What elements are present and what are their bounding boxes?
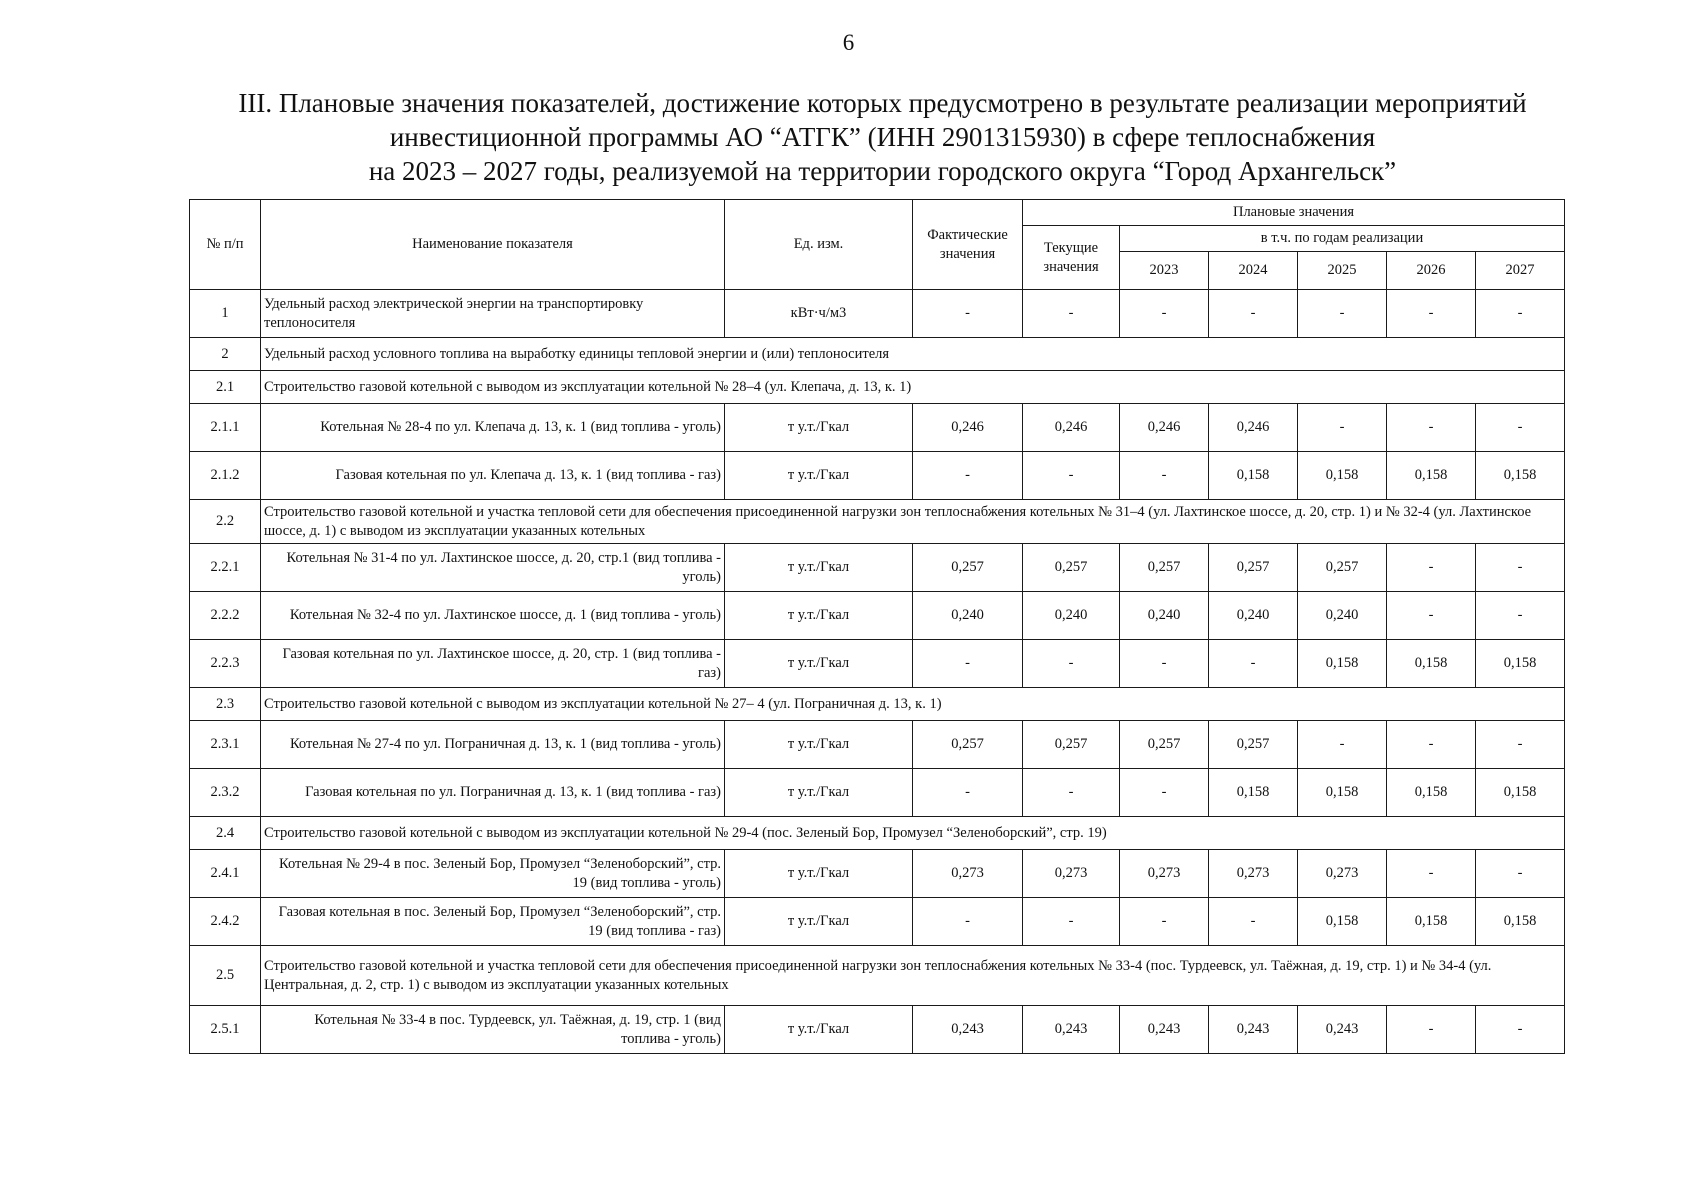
header-year-2024: 2024 <box>1209 252 1298 290</box>
section-description: Строительство газовой котельной и участка тепловой сети для обеспечения присоединенной нагрузки зон теплоснабжения котельных № 33-4 (пос. Турдеевск, ул. Таёжная, д. 19, стр. 1) и № 34-4 (ул. Центральная, д. 2, стр. 1) с выводом из эксплуатации указанных котельных <box>261 946 1565 1006</box>
header-num: № п/п <box>190 200 261 290</box>
row-current: 0,273 <box>1023 850 1120 898</box>
row-2023: 0,240 <box>1120 592 1209 640</box>
row-current: 0,246 <box>1023 404 1120 452</box>
section-description: Строительство газовой котельной с выводом из эксплуатации котельной № 27– 4 (ул. Пограничная д. 13, к. 1) <box>261 688 1565 721</box>
row-num: 2.5 <box>190 946 261 1006</box>
row-current: - <box>1023 640 1120 688</box>
page-title <box>150 86 1615 188</box>
row-2023: - <box>1120 640 1209 688</box>
table-row <box>190 290 1565 338</box>
row-2025: 0,158 <box>1298 898 1387 946</box>
row-2024: 0,246 <box>1209 404 1298 452</box>
row-unit: т у.т./Гкал <box>725 640 913 688</box>
header-current: Текущие значения <box>1023 226 1120 290</box>
row-2027: - <box>1476 850 1565 898</box>
row-2026: - <box>1387 721 1476 769</box>
row-2027: - <box>1476 404 1565 452</box>
row-2025: - <box>1298 290 1387 338</box>
row-actual: - <box>913 769 1023 817</box>
row-2026: 0,158 <box>1387 769 1476 817</box>
row-2025: 0,240 <box>1298 592 1387 640</box>
row-2027: - <box>1476 544 1565 592</box>
row-2025: 0,273 <box>1298 850 1387 898</box>
row-2027: 0,158 <box>1476 640 1565 688</box>
row-current: 0,257 <box>1023 544 1120 592</box>
table-row <box>190 769 1565 817</box>
row-name: Газовая котельная по ул. Лахтинское шоссе, д. 20, стр. 1 (вид топлива - газ) <box>261 640 725 688</box>
row-num: 2.1.1 <box>190 404 261 452</box>
row-actual: - <box>913 898 1023 946</box>
row-name: Газовая котельная по ул. Пограничная д. 13, к. 1 (вид топлива - газ) <box>261 769 725 817</box>
row-num: 2.1 <box>190 371 261 404</box>
row-2024: - <box>1209 898 1298 946</box>
table-row <box>190 721 1565 769</box>
row-2024: 0,273 <box>1209 850 1298 898</box>
title-line-2: инвестиционной программы АО “АТГК” (ИНН 2901315930) в сфере теплоснабжения <box>389 122 1376 152</box>
row-2026: - <box>1387 592 1476 640</box>
row-2027: 0,158 <box>1476 898 1565 946</box>
row-name: Котельная № 27-4 по ул. Пограничная д. 13, к. 1 (вид топлива - уголь) <box>261 721 725 769</box>
row-name: Котельная № 32-4 по ул. Лахтинское шоссе, д. 1 (вид топлива - уголь) <box>261 592 725 640</box>
row-name: Газовая котельная по ул. Клепача д. 13, к. 1 (вид топлива - газ) <box>261 452 725 500</box>
row-actual: 0,240 <box>913 592 1023 640</box>
row-unit: т у.т./Гкал <box>725 1006 913 1054</box>
row-current: - <box>1023 290 1120 338</box>
row-current: - <box>1023 452 1120 500</box>
page-number: 6 <box>842 30 855 55</box>
row-2023: - <box>1120 452 1209 500</box>
table-row <box>190 1006 1565 1054</box>
row-num: 2 <box>190 338 261 371</box>
indicators-table <box>189 199 1565 1054</box>
row-2023: 0,246 <box>1120 404 1209 452</box>
row-num: 2.2.2 <box>190 592 261 640</box>
row-2027: 0,158 <box>1476 769 1565 817</box>
row-num: 2.2 <box>190 500 261 544</box>
row-2024: 0,257 <box>1209 544 1298 592</box>
row-unit: кВт·ч/м3 <box>725 290 913 338</box>
row-2026: - <box>1387 404 1476 452</box>
row-unit: т у.т./Гкал <box>725 404 913 452</box>
row-num: 2.4.1 <box>190 850 261 898</box>
row-unit: т у.т./Гкал <box>725 850 913 898</box>
row-actual: - <box>913 452 1023 500</box>
row-name: Котельная № 28-4 по ул. Клепача д. 13, к. 1 (вид топлива - уголь) <box>261 404 725 452</box>
row-current: 0,257 <box>1023 721 1120 769</box>
row-actual: 0,257 <box>913 721 1023 769</box>
row-2025: 0,158 <box>1298 452 1387 500</box>
table-row <box>190 544 1565 592</box>
row-name: Котельная № 33-4 в пос. Турдеевск, ул. Таёжная, д. 19, стр. 1 (вид топлива - уголь) <box>261 1006 725 1054</box>
row-2026: 0,158 <box>1387 898 1476 946</box>
row-2026: - <box>1387 544 1476 592</box>
section-row <box>190 338 1565 371</box>
row-unit: т у.т./Гкал <box>725 721 913 769</box>
section-row <box>190 371 1565 404</box>
row-2026: 0,158 <box>1387 640 1476 688</box>
section-row <box>190 688 1565 721</box>
section-description: Строительство газовой котельной с выводом из эксплуатации котельной № 29-4 (пос. Зеленый Бор, Промузел “Зеленоборский”, стр. 19) <box>261 817 1565 850</box>
row-2027: - <box>1476 592 1565 640</box>
row-2027: 0,158 <box>1476 452 1565 500</box>
section-row <box>190 946 1565 1006</box>
row-current: - <box>1023 898 1120 946</box>
row-2023: 0,243 <box>1120 1006 1209 1054</box>
row-2024: - <box>1209 640 1298 688</box>
header-actual: Фактические значения <box>913 200 1023 290</box>
row-num: 2.3.1 <box>190 721 261 769</box>
table-row <box>190 898 1565 946</box>
row-2025: 0,158 <box>1298 640 1387 688</box>
header-name: Наименование показателя <box>261 200 725 290</box>
row-2023: - <box>1120 290 1209 338</box>
row-current: 0,240 <box>1023 592 1120 640</box>
row-actual: 0,257 <box>913 544 1023 592</box>
section-description: Удельный расход условного топлива на выработку единицы тепловой энергии и (или) теплоносителя <box>261 338 1565 371</box>
row-2025: 0,158 <box>1298 769 1387 817</box>
row-current: 0,243 <box>1023 1006 1120 1054</box>
row-unit: т у.т./Гкал <box>725 452 913 500</box>
row-num: 2.3 <box>190 688 261 721</box>
row-unit: т у.т./Гкал <box>725 898 913 946</box>
row-num: 2.4 <box>190 817 261 850</box>
row-2023: 0,257 <box>1120 721 1209 769</box>
row-2024: 0,158 <box>1209 769 1298 817</box>
row-num: 2.1.2 <box>190 452 261 500</box>
row-2023: - <box>1120 898 1209 946</box>
header-by-years: в т.ч. по годам реализации <box>1120 226 1565 252</box>
row-num: 2.4.2 <box>190 898 261 946</box>
header-planned: Плановые значения <box>1023 200 1565 226</box>
row-2026: - <box>1387 850 1476 898</box>
row-2024: 0,257 <box>1209 721 1298 769</box>
table-row <box>190 640 1565 688</box>
table-row <box>190 592 1565 640</box>
row-2025: 0,243 <box>1298 1006 1387 1054</box>
header-year-2025: 2025 <box>1298 252 1387 290</box>
row-2024: 0,243 <box>1209 1006 1298 1054</box>
section-row <box>190 500 1565 544</box>
title-line-3: на 2023 – 2027 годы, реализуемой на территории городского округа “Город Архангельск” <box>368 156 1397 186</box>
row-num: 2.5.1 <box>190 1006 261 1054</box>
title-line-1: III. Плановые значения показателей, достижение которых предусмотрено в результате реализации мероприятий <box>238 88 1527 118</box>
table-row <box>190 850 1565 898</box>
section-description: Строительство газовой котельной с выводом из эксплуатации котельной № 28–4 (ул. Клепача, д. 13, к. 1) <box>261 371 1565 404</box>
row-actual: 0,273 <box>913 850 1023 898</box>
row-2023: 0,257 <box>1120 544 1209 592</box>
section-description: Строительство газовой котельной и участка тепловой сети для обеспечения присоединенной нагрузки зон теплоснабжения котельных № 31–4 (ул. Лахтинское шоссе, д. 20, стр. 1) и № 32-4 (ул. Лахтинское шоссе, д. 1) с выводом из эксплуатации указанных котельных <box>261 500 1565 544</box>
row-unit: т у.т./Гкал <box>725 544 913 592</box>
row-2026: - <box>1387 1006 1476 1054</box>
table-row <box>190 452 1565 500</box>
header-row-1 <box>190 200 1565 226</box>
row-name: Удельный расход электрической энергии на транспортировку теплоносителя <box>261 290 725 338</box>
header-year-2023: 2023 <box>1120 252 1209 290</box>
row-num: 2.3.2 <box>190 769 261 817</box>
row-2025: 0,257 <box>1298 544 1387 592</box>
row-2024: - <box>1209 290 1298 338</box>
table-row <box>190 404 1565 452</box>
row-name: Котельная № 31-4 по ул. Лахтинское шоссе, д. 20, стр.1 (вид топлива - уголь) <box>261 544 725 592</box>
row-num: 2.2.1 <box>190 544 261 592</box>
row-actual: 0,243 <box>913 1006 1023 1054</box>
row-2027: - <box>1476 1006 1565 1054</box>
header-unit: Ед. изм. <box>725 200 913 290</box>
row-2025: - <box>1298 721 1387 769</box>
row-unit: т у.т./Гкал <box>725 592 913 640</box>
row-actual: - <box>913 290 1023 338</box>
row-num: 1 <box>190 290 261 338</box>
row-num: 2.2.3 <box>190 640 261 688</box>
row-current: - <box>1023 769 1120 817</box>
row-name: Котельная № 29-4 в пос. Зеленый Бор, Промузел “Зеленоборский”, стр. 19 (вид топлива - уголь) <box>261 850 725 898</box>
header-year-2027: 2027 <box>1476 252 1565 290</box>
row-actual: 0,246 <box>913 404 1023 452</box>
row-2027: - <box>1476 721 1565 769</box>
row-2024: 0,240 <box>1209 592 1298 640</box>
row-2025: - <box>1298 404 1387 452</box>
row-2026: - <box>1387 290 1476 338</box>
header-year-2026: 2026 <box>1387 252 1476 290</box>
row-2023: - <box>1120 769 1209 817</box>
row-unit: т у.т./Гкал <box>725 769 913 817</box>
row-2027: - <box>1476 290 1565 338</box>
row-2023: 0,273 <box>1120 850 1209 898</box>
row-2026: 0,158 <box>1387 452 1476 500</box>
row-actual: - <box>913 640 1023 688</box>
section-row <box>190 817 1565 850</box>
row-2024: 0,158 <box>1209 452 1298 500</box>
row-name: Газовая котельная в пос. Зеленый Бор, Промузел “Зеленоборский”, стр. 19 (вид топлива - газ) <box>261 898 725 946</box>
